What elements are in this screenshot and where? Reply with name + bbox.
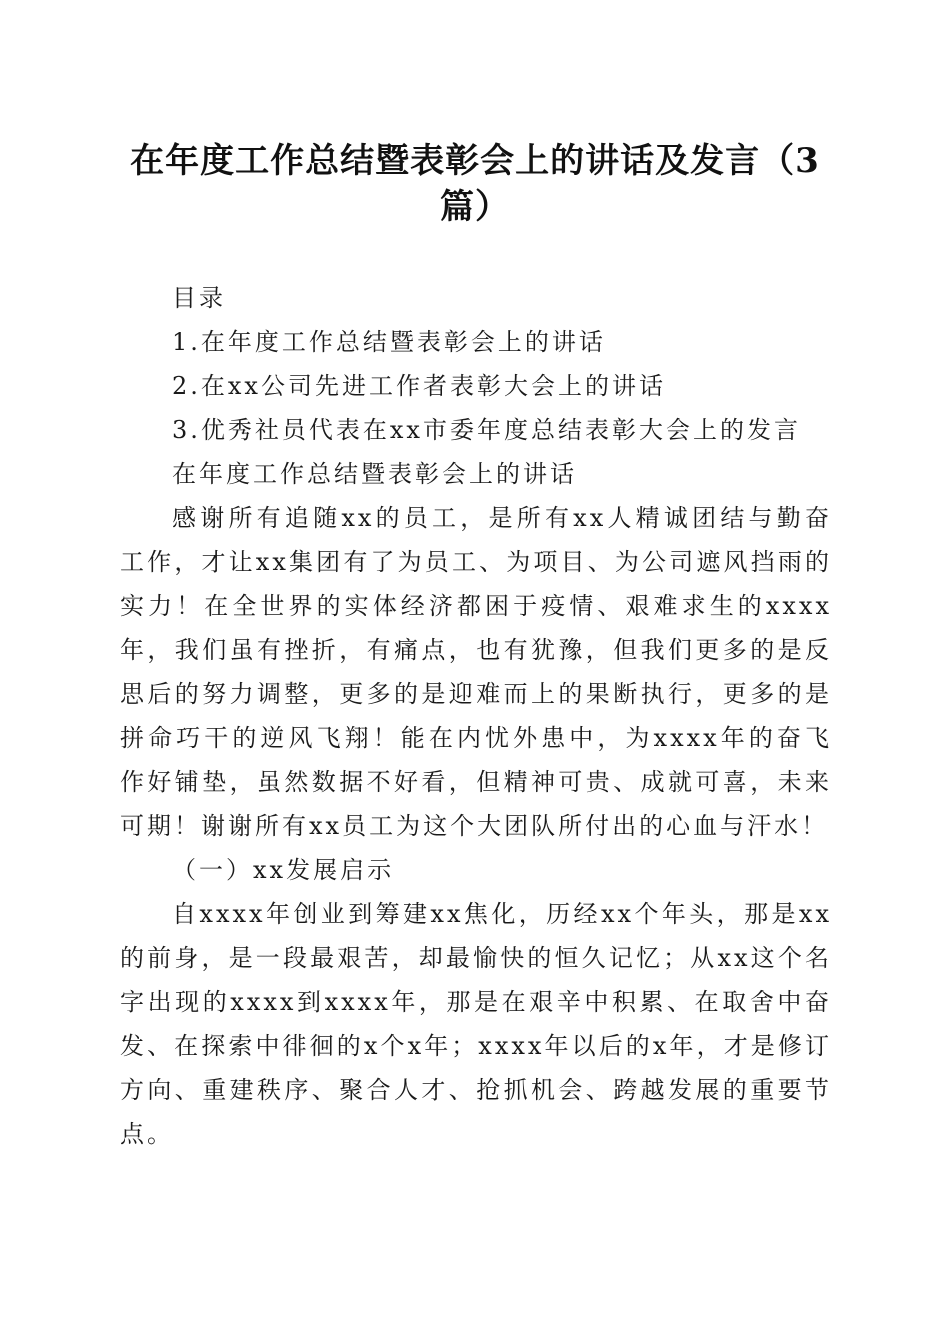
speech-title: 在年度工作总结暨表彰会上的讲话 bbox=[172, 460, 577, 488]
document-body bbox=[120, 276, 832, 1156]
toc-heading: 目录 bbox=[172, 284, 226, 312]
section-heading: （一）xx发展启示 bbox=[172, 856, 395, 884]
paragraph: 感谢所有追随xx的员工，是所有xx人精诚团结与勤奋工作，才让xx集团有了为员工、为项目、为公司遮风挡雨的实力！在全世界的实体经济都困于疫情、艰难求生的xxxx年，我们虽有挫折，有痛点，也有犹豫，但我们更多的是反思后的努力调整，更多的是迎难而上的果断执行，更多的是拼命巧干的逆风飞翔！能在内忧外患中，为xxxx年的奋飞作好铺垫，虽然数据不好看，但精神可贵、成就可喜，未来可期！谢谢所有xx员工为这个大团队所付出的心血与汗水！ bbox=[120, 504, 832, 840]
toc-item: 2.在xx公司先进工作者表彰大会上的讲话 bbox=[172, 372, 666, 400]
paragraph: 自xxxx年创业到筹建xx焦化，历经xx个年头，那是xx的前身，是一段最艰苦，却最愉快的恒久记忆；从xx这个名字出现的xxxx到xxxx年，那是在艰辛中积累、在取舍中奋发、在探索中徘徊的x个x年；xxxx年以后的x年，才是修订方向、重建秩序、聚合人才、抢抓机会、跨越发展的重要节点。 bbox=[120, 900, 832, 1148]
toc-item: 3.优秀社员代表在xx市委年度总结表彰大会上的发言 bbox=[172, 416, 801, 444]
document-title: 在年度工作总结暨表彰会上的讲话及发言（3篇） bbox=[130, 141, 820, 227]
toc-item: 1.在年度工作总结暨表彰会上的讲话 bbox=[172, 328, 606, 356]
